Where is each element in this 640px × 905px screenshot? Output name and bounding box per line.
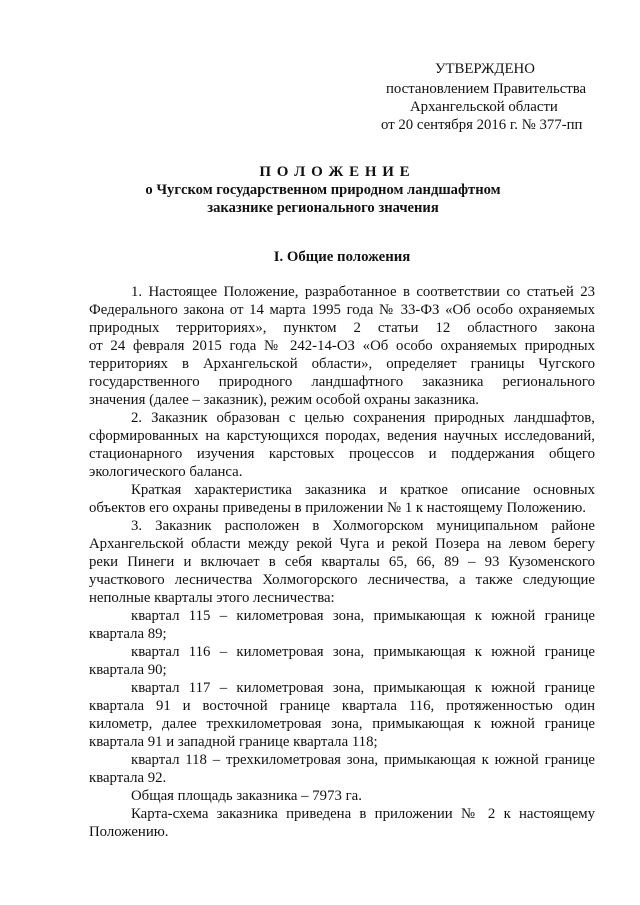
body-line-27: квартал 118 – трехкилометровая зона, примыкающая к южной границе <box>131 752 595 768</box>
body-line-13: объектов его охраны приведены в приложении № 1 к настоящему Положению. <box>89 500 586 516</box>
body-line-7: значения (далее – заказник), режим особой охраны заказника. <box>89 392 479 408</box>
approval-line-1: постановлением Правительства <box>386 81 587 97</box>
body-line-12: Краткая характеристика заказника и краткое описание основных <box>131 482 595 498</box>
body-line-6: государственного природного ландшафтного заказника регионального <box>89 374 595 390</box>
body-line-29: Общая площадь заказника – 7973 га. <box>131 788 362 804</box>
body-line-16: реки Пинеги и включает в себя кварталы 65, 66, 89 – 93 Кузоменского <box>89 554 595 570</box>
body-line-1: 1. Настоящее Положение, разработанное в соответствии со статьей 23 <box>131 284 595 300</box>
body-line-24: квартала 91 и восточной границе квартала 116, протяженностью один <box>89 698 595 714</box>
approval-title: УТВЕРЖДЕНО <box>435 61 535 77</box>
body-line-8: 2. Заказник образован с целью сохранения природных ландшафтов, <box>131 410 595 426</box>
body-line-14: 3. Заказник расположен в Холмогорском муниципальном районе <box>131 518 595 534</box>
body-line-25: километр, далее трехкилометровая зона, примыкающая к южной границе <box>89 716 595 732</box>
body-line-20: квартала 89; <box>89 626 167 642</box>
body-line-10: стационарного изучения карстовых процессов и поддержания общего <box>89 446 595 462</box>
body-line-5: территориях в Архангельской области», определяет границы Чугского <box>89 356 595 372</box>
body-line-31: Положению. <box>89 824 169 840</box>
body-line-15: Архангельской области между рекой Чуга и рекой Позера на левом берегу <box>89 536 595 552</box>
body-line-18: неполные кварталы этого лесничества: <box>89 590 335 606</box>
body-line-11: экологического баланса. <box>89 464 243 480</box>
body-line-30: Карта-схема заказника приведена в приложении № 2 к настоящему <box>131 806 595 822</box>
body-line-2: Федерального закона от 14 марта 1995 года № 33-ФЗ «Об особо охраняемых <box>89 302 595 318</box>
body-line-21: квартал 116 – километровая зона, примыкающая к южной границе <box>131 644 595 660</box>
body-line-28: квартала 92. <box>89 770 167 786</box>
document-title: П О Л О Ж Е Н И Е <box>259 164 411 180</box>
body-line-22: квартала 90; <box>89 662 167 678</box>
body-line-3: природных территориях», пунктом 2 статьи 12 областного закона <box>89 320 595 336</box>
body-line-26: квартала 91 и западной границе квартала 118; <box>89 734 378 750</box>
body-line-17: участкового лесничества Холмогорского лесничества, а также следующие <box>89 572 595 588</box>
body-line-9: сформированных на карстующихся породах, ведения научных исследований, <box>89 428 595 444</box>
body-line-23: квартал 117 – километровая зона, примыкающая к южной границе <box>131 680 595 696</box>
document-subtitle-1: о Чугском государственном природном ландшафтном <box>145 182 501 198</box>
body-line-19: квартал 115 – километровая зона, примыкающая к южной границе <box>131 608 595 624</box>
approval-line-3: от 20 сентября 2016 г. № 377-пп <box>381 117 583 133</box>
section-title: I. Общие положения <box>273 249 411 265</box>
document-subtitle-2: заказнике регионального значения <box>207 200 439 216</box>
approval-line-2: Архангельской области <box>410 99 558 115</box>
body-line-4: от 24 февраля 2015 года № 242-14-ОЗ «Об особо охраняемых природных <box>89 338 595 354</box>
